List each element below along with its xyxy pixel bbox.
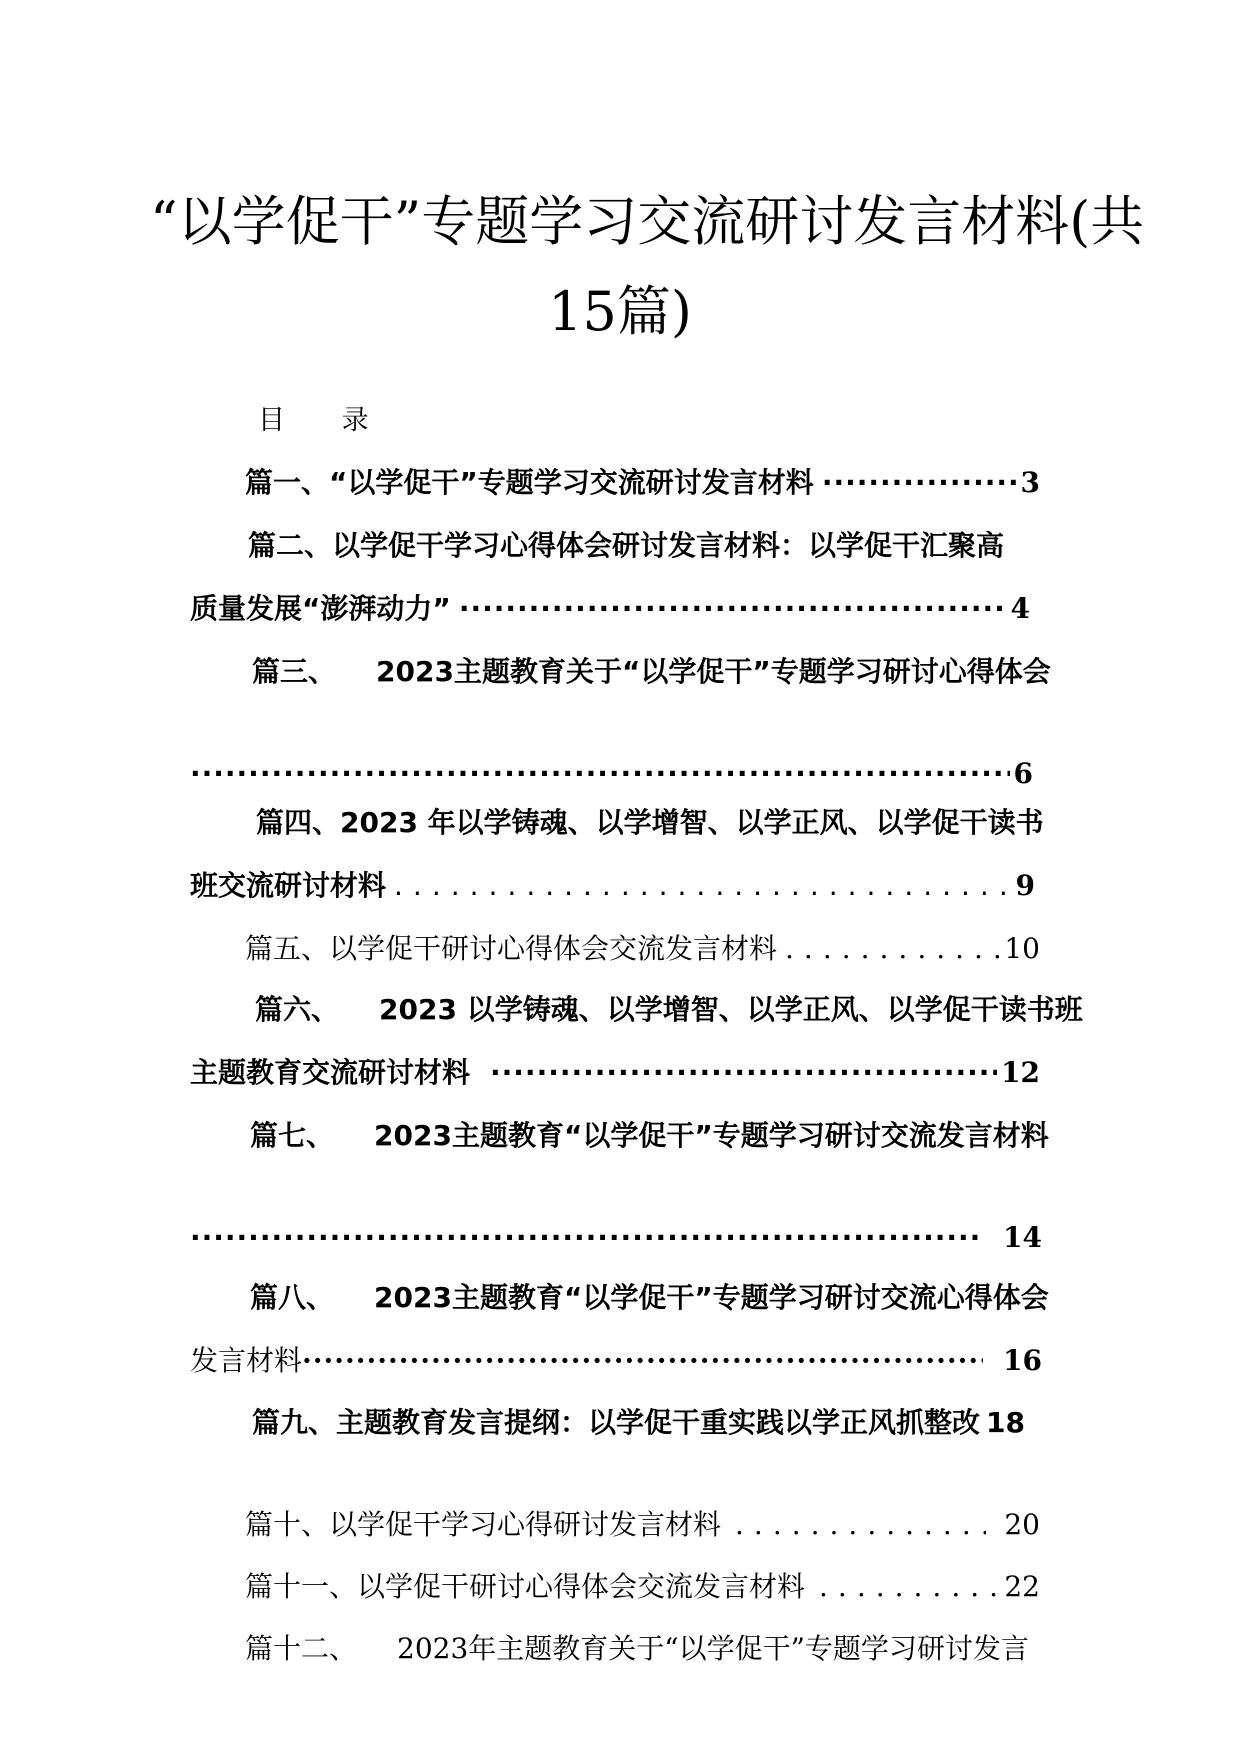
toc-entry-8[interactable] [250,1276,1049,1320]
toc-page-number: 6 [1013,757,1033,790]
toc-leader [490,1051,997,1095]
toc-entry-2[interactable] [248,524,1004,568]
toc-leader [459,587,1007,631]
toc-entry-7[interactable] [250,1114,1049,1158]
toc-entry-9[interactable] [252,1401,1025,1445]
toc-entry-12[interactable] [245,1627,1029,1671]
toc-entry-10[interactable] [245,1503,1040,1547]
toc-entry-title: 2023主题教育关于“以学促干”专题学习研讨心得体会 [376,655,1051,688]
toc-entry-title-cont: 质量发展“澎湃动力” [190,592,451,625]
toc-entry-label: 篇三、 [252,655,337,688]
toc-page-number: 18 [986,1406,1025,1439]
toc-heading: 目 录 [258,405,393,436]
document-title-line-1: “以学促干”专题学习交流研讨发言材料(共 [150,190,1145,253]
toc-leader [819,1565,1000,1609]
toc-entry-title: 篇九、主题教育发言提纲：以学促干重实践以学正风抓整改 [252,1406,981,1439]
toc-entry-title: 篇二、以学促干学习心得体会研讨发言材料：以学促干汇聚高 [248,529,1005,562]
toc-page-number: 14 [1003,1221,1042,1254]
toc-entry-title: 篇一、“以学促干”专题学习交流研讨发言材料 [245,466,814,499]
toc-leader [394,864,1012,908]
toc-entry-8-cont[interactable] [190,1339,1042,1383]
toc-leader [735,1503,986,1547]
toc-entry-1[interactable] [245,461,1040,505]
toc-leader [785,927,1000,971]
toc-entry-title: 篇四、2023 年以学铸魂、以学增智、以学正风、以学促干读书 [256,806,1044,839]
toc-page-number: 12 [1001,1056,1040,1089]
document-title-line-2: 15篇) [548,280,692,343]
toc-entry-2-cont[interactable] [190,587,1030,631]
toc-leader [822,461,1017,505]
toc-entry-3-cont[interactable] [190,752,1033,796]
toc-entry-7-cont[interactable] [190,1216,1042,1260]
toc-entry-6[interactable] [255,988,1083,1032]
toc-entry-5[interactable] [245,927,1040,971]
toc-entry-title: 2023主题教育“以学促干”专题学习研讨交流发言材料 [374,1119,1049,1152]
toc-entry-6-cont[interactable] [190,1051,1040,1095]
toc-entry-label: 篇六、 [255,993,340,1026]
toc-page-number: 3 [1020,466,1040,499]
toc-entry-title: 2023 以学铸魂、以学增智、以学正风、以学促干读书班 [379,993,1083,1026]
toc-entry-title-cont: 主题教育交流研讨材料 [190,1056,471,1089]
toc-entry-title: 篇十一、以学促干研讨心得体会交流发言材料 [245,1570,806,1603]
toc-entry-11[interactable] [245,1565,1040,1609]
toc-entry-label: 篇八、 [250,1281,335,1314]
toc-leader [302,1339,983,1383]
toc-entry-4-cont[interactable] [190,864,1035,908]
toc-entry-title: 篇五、以学促干研讨心得体会交流发言材料 [245,932,778,965]
toc-page-number: 10 [1004,932,1040,965]
toc-leader [190,1216,983,1260]
toc-leader [190,752,1010,796]
toc-entry-3[interactable] [252,650,1051,694]
toc-page-number: 20 [1004,1508,1040,1541]
toc-entry-title: 2023年主题教育关于“以学促干”专题学习研讨发言 [397,1632,1029,1665]
toc-page-number: 22 [1004,1570,1040,1603]
toc-entry-title-cont: 发言材料 [190,1344,303,1377]
toc-entry-label: 篇七、 [250,1119,335,1152]
toc-page-number: 16 [1003,1344,1042,1377]
toc-entry-label: 篇十二、 [245,1632,358,1665]
toc-entry-4[interactable] [256,801,1044,845]
toc-page-number: 9 [1015,869,1035,902]
toc-entry-title: 2023主题教育“以学促干”专题学习研讨交流心得体会 [374,1281,1049,1314]
toc-entry-title: 篇十、以学促干学习心得研讨发言材料 [245,1508,722,1541]
toc-entry-title-cont: 班交流研讨材料 [190,869,387,902]
toc-page-number: 4 [1010,592,1030,625]
